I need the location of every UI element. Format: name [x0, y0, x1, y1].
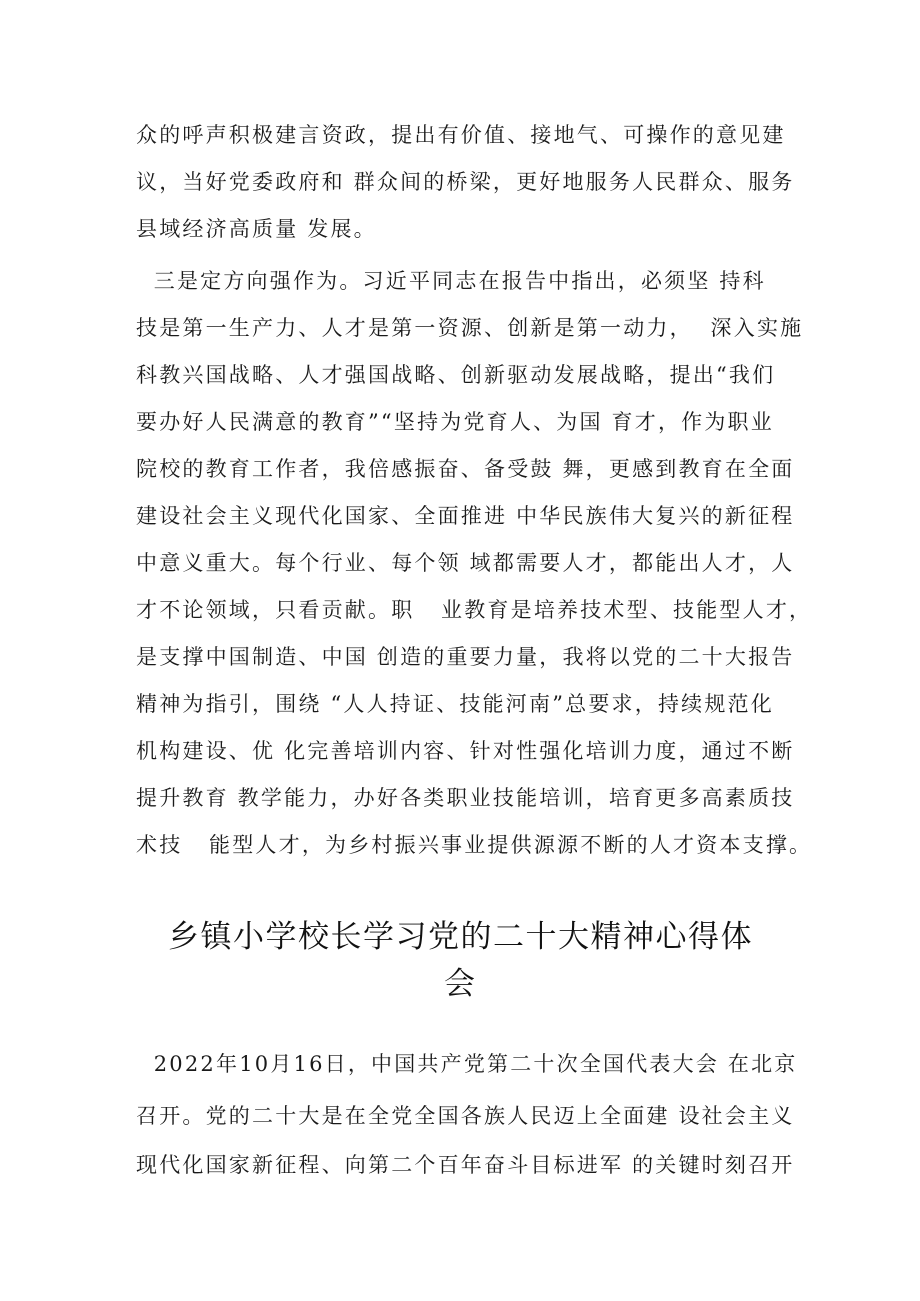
paragraph-2-line-4: 要办好人民满意的教育”“坚持为党育人、为国 育才，作为职业 — [136, 410, 774, 434]
article-title-line-1: 乡镇小学校长学习党的二十大精神心得体 — [168, 919, 753, 955]
paragraph-1-line-1: 众的呼声积极建言资政，提出有价值、接地气、可操作的意见建 — [136, 123, 786, 147]
paragraph-2-line-9: 是支撑中国制造、中国 创造的重要力量，我将以党的二十大报告 — [136, 645, 795, 669]
article-title-line-2: 会 — [444, 966, 477, 1002]
paragraph-2-line-5: 院校的教育工作者，我倍感振奋、备受鼓 舞，更感到教育在全面 — [136, 457, 795, 481]
paragraph-3-line-3: 现代化国家新征程、向第二个百年奋斗目标进军 的关键时刻召开 — [136, 1153, 795, 1177]
paragraph-3-line-1: 2022年10月16日，中国共产党第二十次全国代表大会 在北京 — [136, 1052, 798, 1076]
paragraph-2-line-7: 中意义重大。每个行业、每个领 域都需要人才，都能出人才，人 — [136, 551, 795, 575]
paragraph-2-line-3: 科教兴国战略、人才强国战略、创新驱动发展战略，提出“我们 — [136, 363, 776, 387]
paragraph-2-line-13: 术技 能型人才，为乡村振兴事业提供源源不断的人才资本支撑。 — [136, 833, 813, 857]
paragraph-1-line-3: 县域经济高质量 发展。 — [136, 217, 377, 241]
paragraph-2-line-6: 建设社会主义现代化国家、全面推进 中华民族伟大复兴的新征程 — [136, 504, 795, 528]
paragraph-2-line-1: 三是定方向强作为。习近平同志在报告中指出，必须坚 持科 — [136, 269, 766, 293]
paragraph-2-line-11: 机构建设、优 化完善培训内容、针对性强化培训力度，通过不断 — [136, 739, 795, 763]
paragraph-3-line-2: 召开。党的二十大是在全党全国各族人民迈上全面建 设社会主义 — [136, 1104, 795, 1128]
paragraph-2-line-12: 提升教育 教学能力，办好各类职业技能培训，培育更多高素质技 — [136, 786, 795, 810]
paragraph-2-line-8: 才不论领域，只看贡献。职 业教育是培养技术型、技能型人才， — [136, 598, 813, 622]
paragraph-2-line-2: 技是第一生产力、人才是第一资源、创新是第一动力， 深入实施 — [136, 316, 804, 340]
paragraph-2-line-10: 精神为指引，围绕 “人人持证、技能河南”总要求，持续规范化 — [136, 692, 774, 716]
paragraph-1-line-2: 议，当好党委政府和 群众间的桥梁，更好地服务人民群众、服务 — [136, 170, 795, 194]
